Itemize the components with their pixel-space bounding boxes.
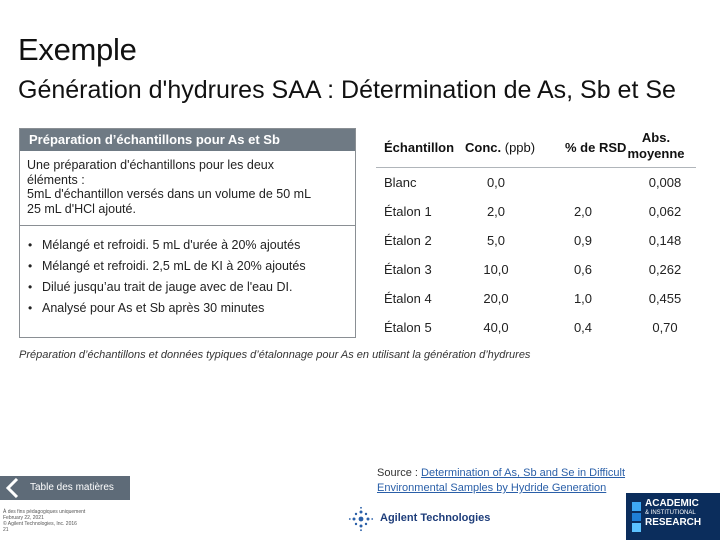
- aca-line2: & INSTITUTIONAL: [645, 510, 696, 516]
- source-prefix: Source :: [377, 467, 422, 479]
- table-row: [376, 197, 696, 226]
- preparation-box: [19, 128, 356, 338]
- table-cell: 0,062: [648, 204, 682, 219]
- table-row: [376, 313, 696, 342]
- table-cell: Étalon 1: [384, 204, 432, 219]
- table-cell: 0,9: [573, 233, 593, 248]
- source-link-line2: Environmental Samples by Hydride Generation: [377, 482, 607, 494]
- table-cell: Étalon 5: [384, 320, 432, 335]
- list-item: • Dilué jusqu’au trait de jauge avec de l'eau DI.: [20, 277, 355, 298]
- footer-note: © Agilent Technologies, Inc. 2016: [3, 521, 77, 527]
- table-cell: 0,0: [486, 175, 506, 190]
- table-cell: 40,0: [483, 320, 509, 335]
- header-conc: [465, 140, 535, 155]
- agilent-logo: [346, 506, 491, 532]
- table-row: [376, 255, 696, 284]
- intro-line: 25 mL d'HCl ajouté.: [27, 201, 136, 216]
- toc-button[interactable]: [0, 476, 130, 500]
- header-abs-line2: moyenne: [627, 146, 685, 161]
- chevron-left-icon: [3, 478, 23, 498]
- agilent-name: Agilent Technologies: [380, 512, 491, 524]
- table-cell: 0,4: [573, 320, 593, 335]
- footer-note: 21: [3, 527, 9, 533]
- header-conc-label: Conc.: [465, 140, 502, 155]
- slide-subtitle: Génération d'hydrures SAA : Détermination de As, Sb et Se: [18, 76, 676, 104]
- header-conc-unit: (ppb): [504, 140, 536, 155]
- table-cell: 5,0: [486, 233, 506, 248]
- footer-notes: [3, 509, 85, 533]
- table-cell: Étalon 4: [384, 291, 432, 306]
- table-cell: 10,0: [483, 262, 509, 277]
- academic-research-logo: [626, 493, 720, 540]
- table-cell: 2,0: [573, 204, 593, 219]
- table-cell: 0,70: [652, 320, 678, 335]
- table-cell: Blanc: [384, 175, 417, 190]
- header-rsd: % de RSD: [565, 140, 627, 155]
- slide-title: Exemple: [18, 32, 137, 67]
- list-item: • Mélangé et refroidi. 5 mL d'urée à 20% ajoutés: [20, 235, 355, 256]
- aca-line1: ACADEMIC: [645, 498, 699, 509]
- preparation-header: Préparation d’échantillons pour As et Sb: [20, 129, 355, 151]
- table-row: [376, 226, 696, 255]
- footer-note: February 22, 2021: [3, 515, 44, 521]
- academic-logo-text: [645, 498, 701, 528]
- table-row: [376, 284, 696, 313]
- list-item: • Analysé pour As et Sb après 30 minutes: [20, 298, 355, 319]
- footer-note: À des fins pédagogiques uniquement: [3, 509, 86, 515]
- table-cell: 0,262: [648, 262, 682, 277]
- table-cell: 0,008: [648, 175, 682, 190]
- academic-logo-icon: [632, 502, 641, 532]
- table-cell: 0,455: [648, 291, 682, 306]
- table-cell: 1,0: [573, 291, 593, 306]
- preparation-intro: [20, 158, 355, 226]
- table-cell: 20,0: [483, 291, 509, 306]
- table-cell: 0,148: [648, 233, 682, 248]
- aca-line3: RESEARCH: [645, 517, 702, 528]
- intro-line: 5mL d'échantillon versés dans un volume de 50 mL: [27, 187, 312, 201]
- agilent-spark-icon: [348, 506, 374, 532]
- toc-label: Table des matières: [30, 482, 114, 493]
- intro-line: éléments :: [27, 172, 85, 187]
- figure-caption: Préparation d’échantillons et données typiques d’étalonnage pour As en utilisant la génération d’hydrures: [19, 349, 531, 361]
- list-item: • Mélangé et refroidi. 2,5 mL de KI à 20% ajoutés: [20, 256, 355, 277]
- source-citation: [377, 466, 677, 496]
- table-cell: 2,0: [486, 204, 506, 219]
- preparation-steps: [20, 235, 355, 319]
- table-cell: Étalon 3: [384, 262, 432, 277]
- header-abs: [616, 130, 696, 162]
- intro-line: Une préparation d'échantillons pour les deux: [27, 158, 274, 172]
- table-cell: 0,6: [573, 262, 593, 277]
- source-link-line1: Determination of As, Sb and Se in Difficult: [421, 467, 626, 479]
- table-cell: Étalon 2: [384, 233, 432, 248]
- header-sample: Échantillon: [384, 140, 455, 155]
- header-abs-line1: Abs.: [641, 130, 671, 145]
- table-row: [376, 168, 696, 197]
